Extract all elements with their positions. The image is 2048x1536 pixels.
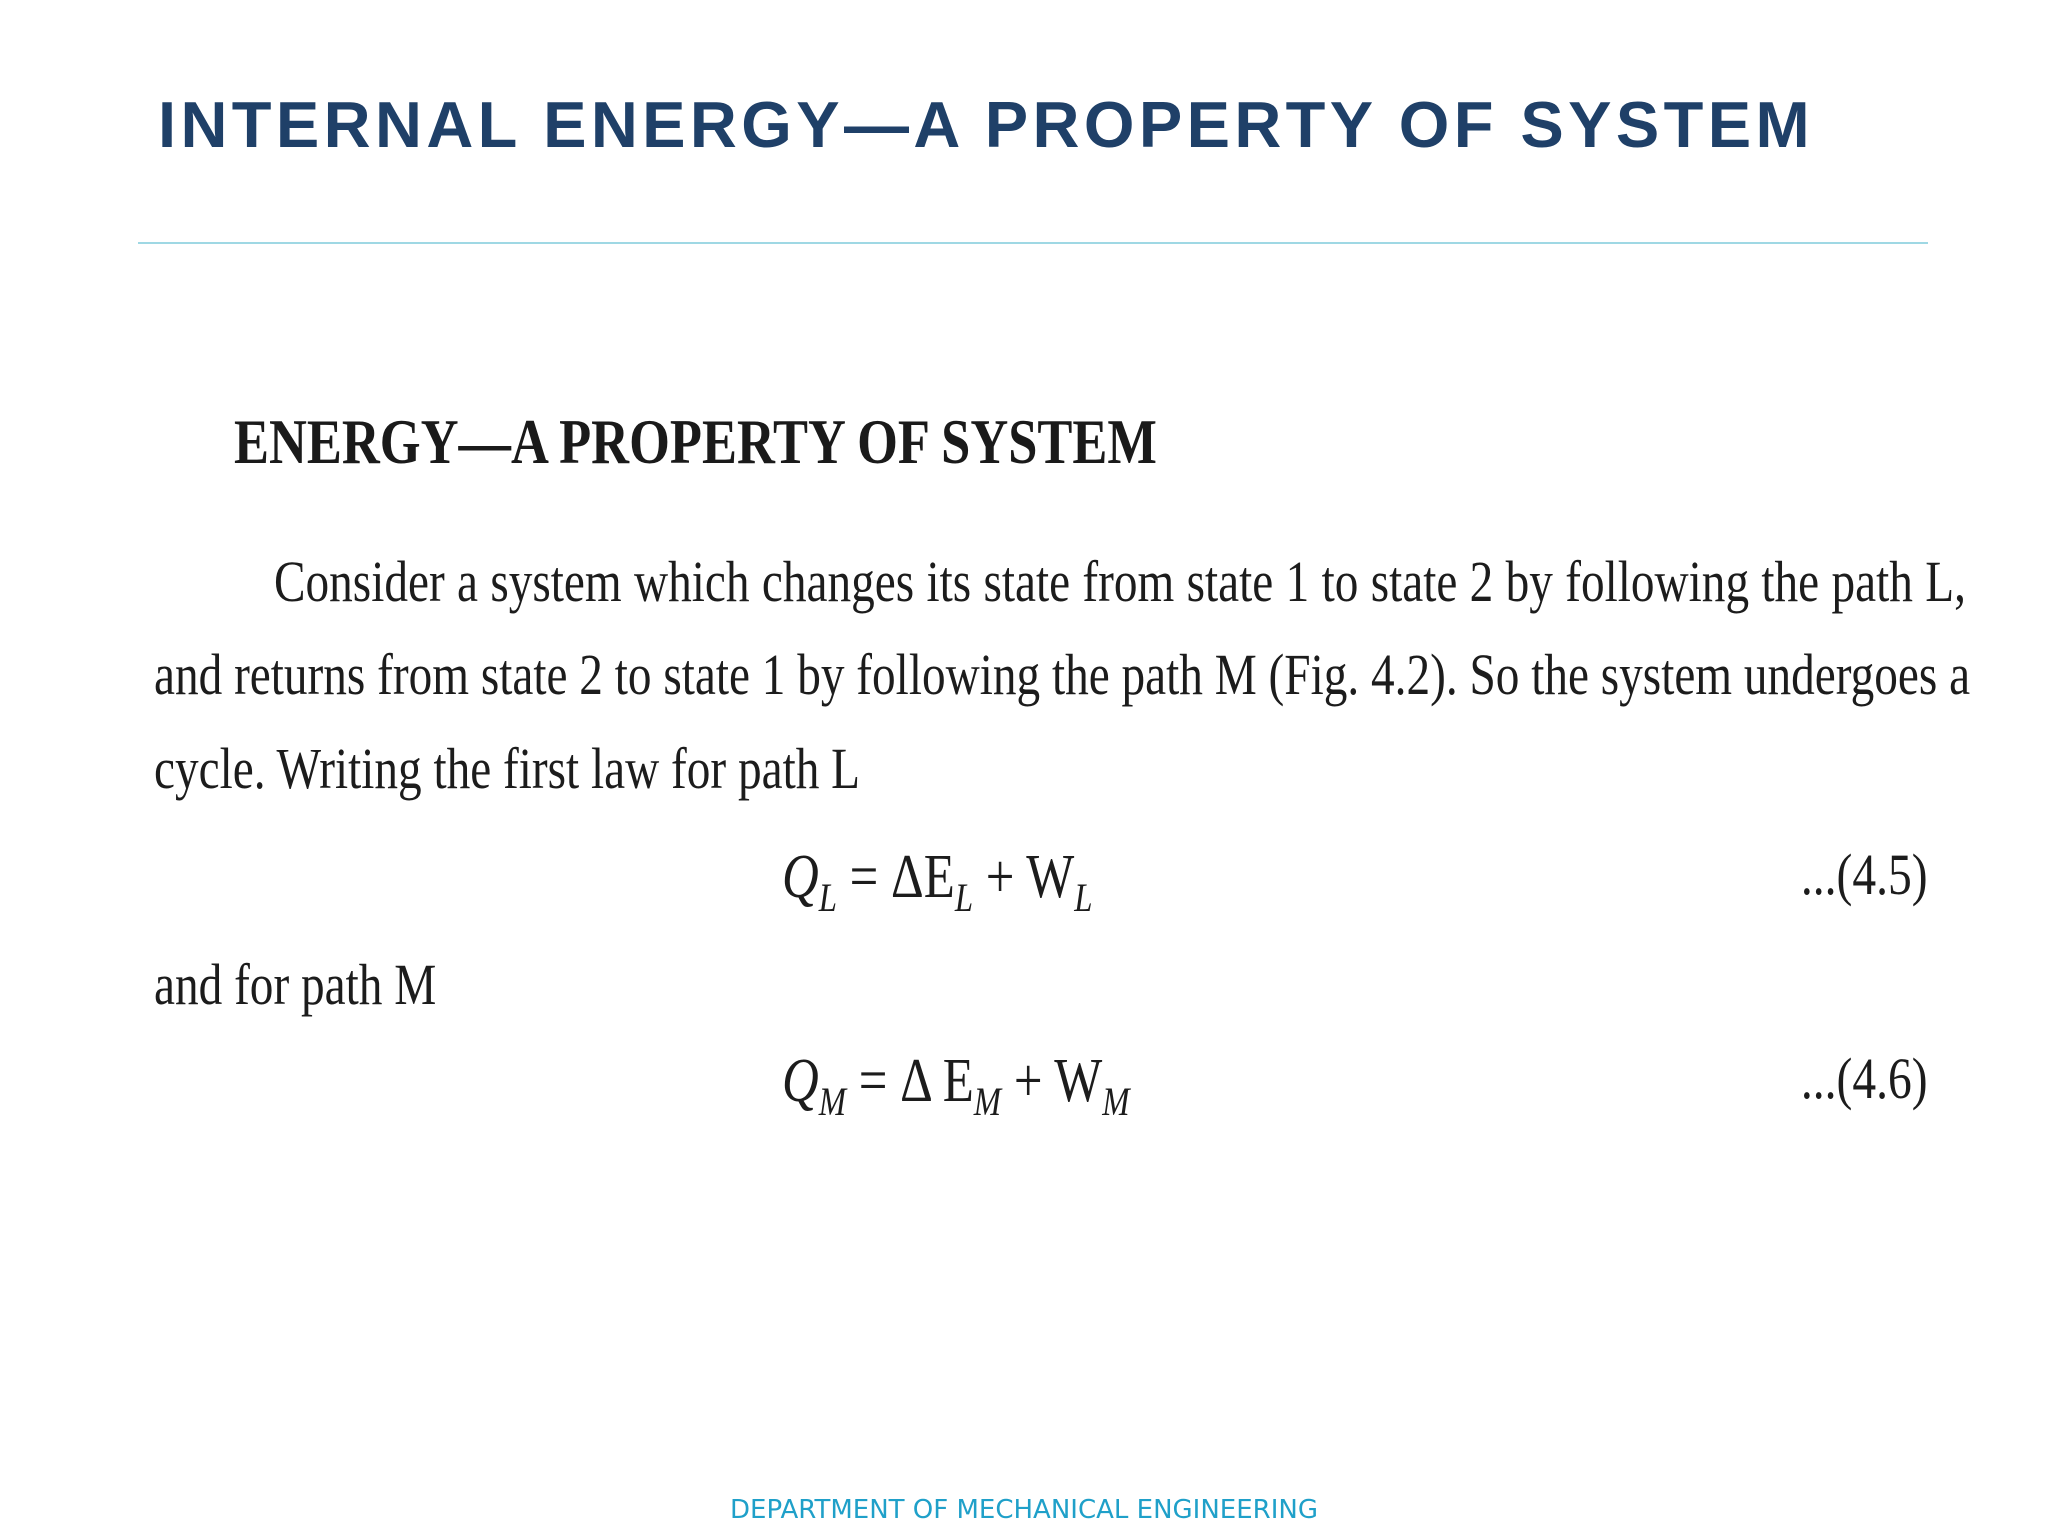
equation-number-4-5: ...(4.5) <box>1801 842 1928 907</box>
eq2-w-sub: M <box>1102 1079 1130 1124</box>
textbook-excerpt <box>150 380 1971 1140</box>
eq2-delta-e: = Δ E <box>846 1047 974 1115</box>
eq2-w: + W <box>1001 1047 1103 1115</box>
eq2-q: Q <box>782 1047 819 1115</box>
eq1-w: + W <box>973 843 1075 911</box>
eq2-e-sub: M <box>973 1079 1002 1124</box>
equation-4-6 <box>782 1047 1130 1124</box>
eq2-q-sub: M <box>818 1079 847 1124</box>
slide-title: INTERNAL ENERGY—A PROPERTY OF SYSTEM <box>158 88 1815 161</box>
footer-department: DEPARTMENT OF MECHANICAL ENGINEERING <box>730 1495 1318 1525</box>
eq1-q: Q <box>782 843 819 911</box>
paragraph-line-4: and for path M <box>154 952 437 1017</box>
paragraph-line-1: Consider a system which changes its state from state 1 to state 2 by following the path L, <box>274 549 1966 614</box>
eq1-e-sub: L <box>954 875 974 920</box>
eq1-q-sub: L <box>818 875 837 920</box>
excerpt-heading: ENERGY—A PROPERTY OF SYSTEM <box>234 406 1157 477</box>
equation-number-4-6: ...(4.6) <box>1801 1046 1928 1111</box>
eq1-w-sub: L <box>1074 875 1093 920</box>
paragraph-line-2: and returns from state 2 to state 1 by following the path M (Fig. 4.2). So the system undergoes a <box>154 642 1971 707</box>
title-divider <box>138 242 1928 244</box>
equation-4-5 <box>782 843 1093 920</box>
eq1-delta-e: = ΔE <box>836 843 955 911</box>
paragraph-line-3: cycle. Writing the first law for path L <box>154 736 861 801</box>
